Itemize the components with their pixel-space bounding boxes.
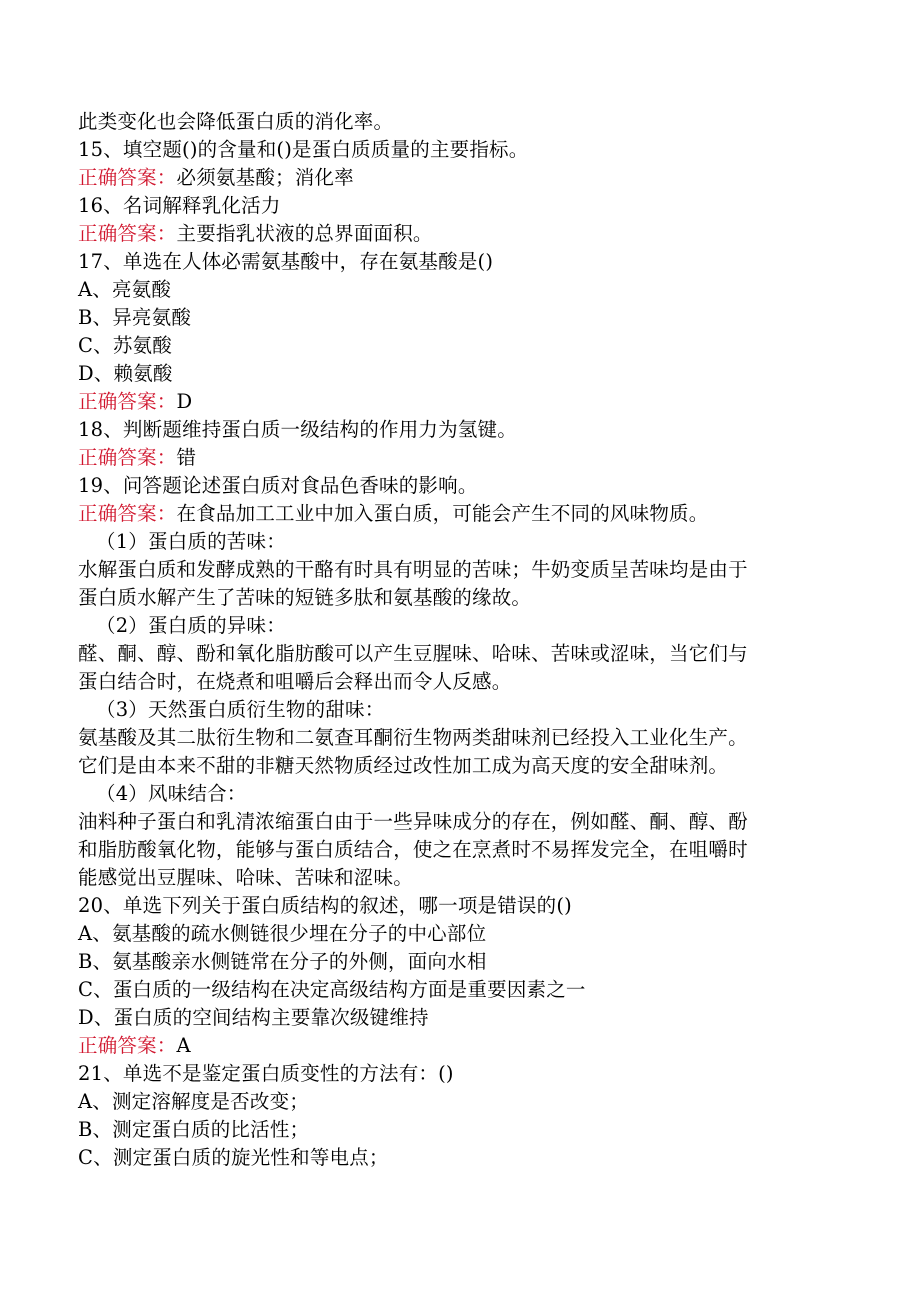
text-line [78, 892, 848, 920]
text-line [78, 668, 848, 696]
line-text: 20、单选下列关于蛋白质结构的叙述，哪一项是错误的() [78, 894, 572, 917]
document-body [78, 108, 848, 1172]
line-text: （4）风味结合： [96, 782, 247, 805]
text-line [78, 332, 848, 360]
answer-line [78, 500, 848, 528]
answer-label: 正确答案： [78, 166, 177, 189]
text-line [78, 416, 848, 444]
answer-line [78, 388, 848, 416]
text-line [78, 1144, 848, 1172]
line-text: B、氨基酸亲水侧链常在分子的外侧，面向水相 [78, 950, 487, 973]
text-line [78, 612, 848, 640]
text-line [78, 1004, 848, 1032]
text-line [78, 920, 848, 948]
line-text: D、赖氨酸 [78, 362, 173, 385]
line-text: 19、问答题论述蛋白质对食品色香味的影响。 [78, 474, 478, 497]
text-line [78, 556, 848, 584]
line-text: （3）天然蛋白质衍生物的甜味： [96, 698, 385, 721]
line-text: 17、单选在人体必需氨基酸中，存在氨基酸是() [78, 250, 494, 273]
answer-label: 正确答案： [78, 446, 177, 469]
text-line [78, 108, 848, 136]
answer-line [78, 220, 848, 248]
text-line [78, 780, 848, 808]
line-text: 能感觉出豆腥味、哈味、苦味和涩味。 [78, 866, 413, 889]
text-line [78, 808, 848, 836]
text-line [78, 528, 848, 556]
line-text: A、测定溶解度是否改变； [78, 1090, 309, 1113]
line-text: C、蛋白质的一级结构在决定高级结构方面是重要因素之一 [78, 978, 586, 1001]
line-text: 蛋白质水解产生了苦味的短链多肽和氨基酸的缘故。 [78, 586, 532, 609]
text-line [78, 248, 848, 276]
answer-text: 必须氨基酸；消化率 [176, 166, 354, 189]
line-text: （2）蛋白质的异味： [96, 614, 286, 637]
line-text: B、测定蛋白质的比活性； [78, 1118, 310, 1141]
line-text: （1）蛋白质的苦味： [96, 530, 286, 553]
text-line [78, 1088, 848, 1116]
text-line [78, 836, 848, 864]
line-text: A、氨基酸的疏水侧链很少埋在分子的中心部位 [78, 922, 487, 945]
text-line [78, 752, 848, 780]
text-line [78, 1060, 848, 1088]
text-line [78, 584, 848, 612]
line-text: 此类变化也会降低蛋白质的消化率。 [78, 110, 394, 133]
answer-label: 正确答案： [78, 222, 177, 245]
line-text: C、苏氨酸 [78, 334, 172, 357]
answer-text: 主要指乳状液的总界面面积。 [176, 222, 433, 245]
text-line [78, 640, 848, 668]
line-text: 21、单选不是鉴定蛋白质变性的方法有：() [78, 1062, 454, 1085]
line-text: C、测定蛋白质的旋光性和等电点； [78, 1146, 389, 1169]
line-text: 油料种子蛋白和乳清浓缩蛋白由于一些异味成分的存在，例如醛、酮、醇、酚 [78, 810, 748, 833]
text-line [78, 360, 848, 388]
answer-text: D [176, 390, 193, 413]
text-line [78, 696, 848, 724]
line-text: 蛋白结合时，在烧煮和咀嚼后会释出而令人反感。 [78, 670, 512, 693]
line-text: A、亮氨酸 [78, 278, 172, 301]
text-line [78, 864, 848, 892]
line-text: 15、填空题()的含量和()是蛋白质质量的主要指标。 [78, 138, 529, 161]
answer-label: 正确答案： [78, 1034, 177, 1057]
answer-text: 错 [176, 446, 197, 469]
text-line [78, 304, 848, 332]
text-line [78, 472, 848, 500]
text-line [78, 192, 848, 220]
line-text: 醛、酮、醇、酚和氧化脂肪酸可以产生豆腥味、哈味、苦味或涩味，当它们与 [78, 642, 748, 665]
answer-line [78, 1032, 848, 1060]
line-text: B、异亮氨酸 [78, 306, 192, 329]
text-line [78, 1116, 848, 1144]
answer-text: 在食品加工工业中加入蛋白质，可能会产生不同的风味物质。 [176, 502, 709, 525]
line-text: 它们是由本来不甜的非糖天然物质经过改性加工成为高天度的安全甜味剂。 [78, 754, 729, 777]
text-line [78, 276, 848, 304]
text-line [78, 724, 848, 752]
answer-label: 正确答案： [78, 502, 177, 525]
line-text: 和脂肪酸氧化物，能够与蛋白质结合，使之在烹煮时不易挥发完全，在咀嚼时 [78, 838, 748, 861]
answer-line [78, 164, 848, 192]
line-text: D、蛋白质的空间结构主要靠次级键维持 [78, 1006, 429, 1029]
text-line [78, 976, 848, 1004]
answer-text: A [176, 1034, 191, 1057]
line-text: 16、名词解释乳化活力 [78, 194, 281, 217]
line-text: 氨基酸及其二肽衍生物和二氨查耳酮衍生物两类甜味剂已经投入工业化生产。 [78, 726, 748, 749]
line-text: 水解蛋白质和发酵成熟的干酪有时具有明显的苦味；牛奶变质呈苦味均是由于 [78, 558, 748, 581]
answer-line [78, 444, 848, 472]
answer-label: 正确答案： [78, 390, 177, 413]
text-line [78, 136, 848, 164]
line-text: 18、判断题维持蛋白质一级结构的作用力为氢键。 [78, 418, 517, 441]
text-line [78, 948, 848, 976]
